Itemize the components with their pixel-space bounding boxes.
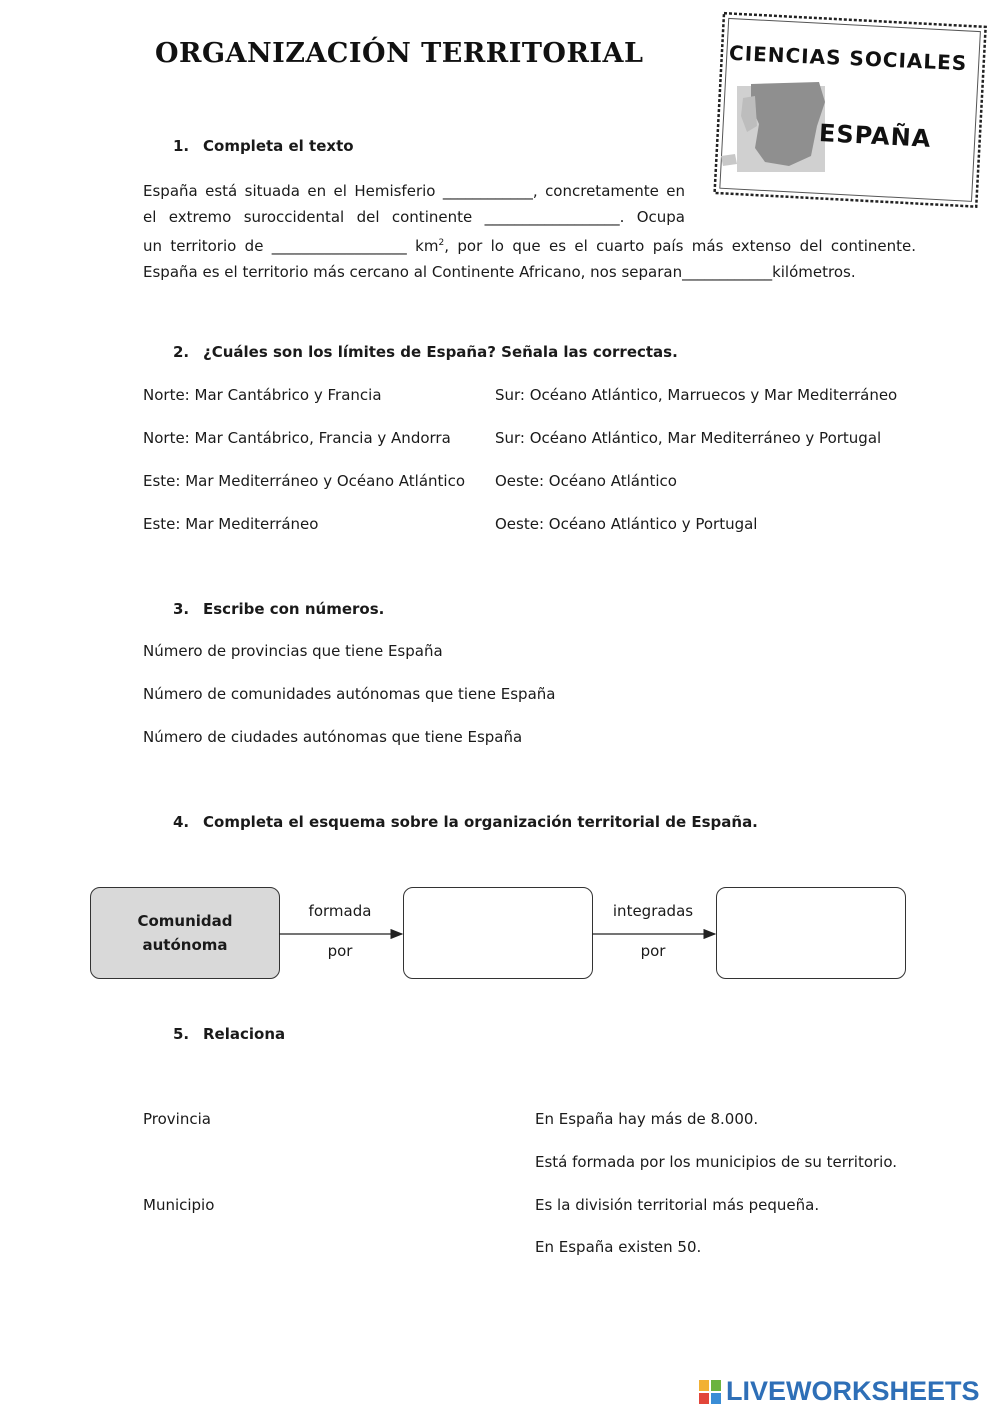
q2-option-left[interactable]: Este: Mar Mediterráneo [143,515,319,533]
q1-line-4: España es el territorio más cercano al Continente Africano, nos separan____________kilómetros. [143,263,856,281]
q1-heading-text: Completa el texto [203,137,354,155]
arrow-1-top-label: formada [308,902,372,920]
page-title: ORGANIZACIÓN TERRITORIAL [155,38,644,69]
q3-item: Número de comunidades autónomas que tiene España [143,685,556,703]
q5-definition[interactable]: Es la división territorial más pequeña. [535,1196,820,1214]
q2-option-left[interactable]: Norte: Mar Cantábrico, Francia y Andorra [143,429,451,447]
q1-line-2: el extremo suroccidental del continente __________________. Ocupa [143,208,685,226]
q1-superscript: 2 [438,238,445,248]
q5-number: 5. [173,1025,190,1043]
q1-line-3a: un territorio de __________________ km [143,237,439,255]
q3-heading-text: Escribe con números. [203,600,385,618]
q1-line-1: España está situada en el Hemisferio ____________, concretamente en [143,182,685,200]
q5-term[interactable]: Provincia [143,1110,211,1128]
q5-definition[interactable]: Está formada por los municipios de su territorio. [535,1153,898,1171]
q3-item: Número de provincias que tiene España [143,642,443,660]
q5-heading [173,1025,285,1043]
scheme-box-line-1: Comunidad [137,912,233,930]
q2-option-right[interactable]: Oeste: Océano Atlántico y Portugal [495,515,758,533]
arrow-1-bottom-label: por [327,942,353,960]
liveworksheets-logo-text: LIVEWORKSHEETS [726,1376,980,1406]
q4-heading-text: Completa el esquema sobre la organización territorial de España. [203,813,758,831]
arrow-2-bottom-label: por [640,942,666,960]
q2-heading-text: ¿Cuáles son los límites de España? Señala las correctas. [203,343,678,361]
q5-definition[interactable]: En España hay más de 8.000. [535,1110,759,1128]
badge-title: CIENCIAS SOCIALES [728,40,968,76]
arrow-2-top-label: integradas [612,902,694,920]
q1-line-3b: , por lo que es el cuarto país más extenso del continente. [444,237,917,255]
q2-option-left[interactable]: Este: Mar Mediterráneo y Océano Atlántico [143,472,465,490]
liveworksheets-logo[interactable] [698,1376,980,1407]
q2-option-right[interactable]: Oeste: Océano Atlántico [495,472,677,490]
q5-heading-text: Relaciona [203,1025,286,1043]
q3-number: 3. [173,600,190,618]
scheme-box-line-2: autónoma [142,936,228,954]
q3-item: Número de ciudades autónomas que tiene España [143,728,523,746]
q5-definition[interactable]: En España existen 50. [535,1238,702,1256]
q1-number: 1. [173,137,190,155]
badge-subtitle: ESPAÑA [818,119,932,153]
liveworksheets-icon [698,1379,722,1405]
q4-number: 4. [173,813,190,831]
q2-number: 2. [173,343,190,361]
q2-option-right[interactable]: Sur: Océano Atlántico, Mar Mediterráneo y Portugal [495,429,882,447]
q2-option-left[interactable]: Norte: Mar Cantábrico y Francia [143,386,382,404]
q2-option-right[interactable]: Sur: Océano Atlántico, Marruecos y Mar Mediterráneo [495,386,898,404]
q5-term[interactable]: Municipio [143,1196,215,1214]
